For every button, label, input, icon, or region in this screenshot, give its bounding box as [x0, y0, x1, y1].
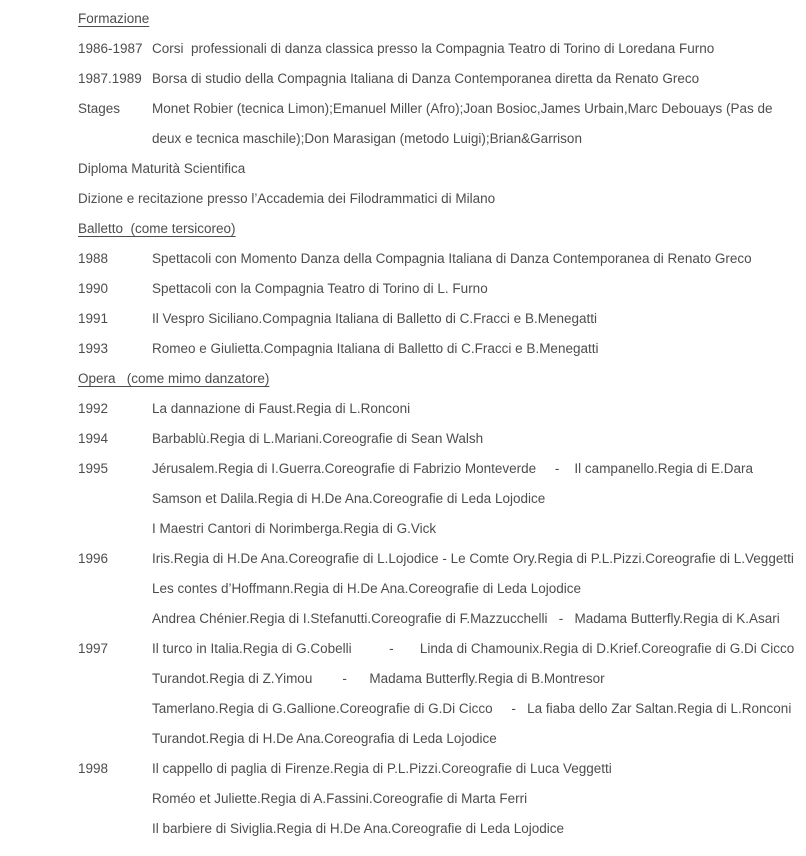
cv-text-line — [0, 184, 806, 214]
entry-text: Il cappello di paglia di Firenze.Regia di P.L.Pizzi.Coreografie di Luca Veggetti — [152, 761, 612, 776]
entry-text: Romeo e Giulietta.Compagnia Italiana di Balletto di C.Fracci e B.Menegatti — [152, 341, 599, 356]
entry-year: Stages — [78, 101, 121, 116]
section-heading-label: Balletto (come tersicoreo) — [78, 221, 236, 236]
cv-entry — [0, 394, 806, 424]
entry-text: Les contes d’Hoffmann.Regia di H.De Ana.Coreografie di Leda Lojodice — [152, 581, 582, 596]
section-heading-label: Formazione — [78, 11, 150, 26]
entry-text: Spettacoli con Momento Danza della Compagnia Italiana di Danza Contemporanea di Renato Greco — [152, 251, 752, 266]
entry-text: Il barbiere di Siviglia.Regia di H.De Ana.Coreografie di Leda Lojodice — [152, 821, 564, 836]
cv-entry — [0, 424, 806, 454]
entry-year: 1990 — [78, 281, 109, 296]
cv-entry-continuation — [0, 724, 806, 754]
entry-text: Jérusalem.Regia di I.Guerra.Coreografie di Fabrizio Monteverde - Il campanello.Regia di E.Dara — [152, 461, 754, 476]
entry-year: 1988 — [78, 251, 109, 266]
entry-year: 1991 — [78, 311, 109, 326]
cv-entry-continuation — [0, 784, 806, 814]
cv-entry — [0, 544, 806, 574]
cv-entry — [0, 454, 806, 484]
entry-text: Samson et Dalila.Regia di H.De Ana.Coreografie di Leda Lojodice — [152, 491, 546, 506]
entry-text: Corsi professionali di danza classica presso la Compagnia Teatro di Torino di Loredana Furno — [152, 41, 715, 56]
entry-text: Il turco in Italia.Regia di G.Cobelli - Linda di Chamounix.Regia di D.Krief.Coreografie di G.Di Cicco — [152, 641, 795, 656]
cv-entry — [0, 304, 806, 334]
entry-text: Iris.Regia di H.De Ana.Coreografie di L.Lojodice - Le Comte Ory.Regia di P.L.Pizzi.Coreografie di L.Veggetti — [152, 551, 794, 566]
cv-entry — [0, 34, 806, 64]
entry-text: Dizione e recitazione presso l’Accademia dei Filodrammatici di Milano — [78, 191, 496, 206]
entry-year: 1993 — [78, 341, 109, 356]
section-heading-balletto — [0, 214, 806, 244]
entry-text: Andrea Chénier.Regia di I.Stefanutti.Coreografie di F.Mazzucchelli - Madama Butterfly.Regia di K.Asari — [152, 611, 780, 626]
entry-text: Barbablù.Regia di L.Mariani.Coreografie di Sean Walsh — [152, 431, 484, 446]
cv-entry — [0, 94, 806, 124]
entry-text: Tamerlano.Regia di G.Gallione.Coreografie di G.Di Cicco - La fiaba dello Zar Saltan.Regia di L.Ronconi — [152, 701, 792, 716]
entry-year: 1994 — [78, 431, 109, 446]
cv-entry — [0, 634, 806, 664]
cv-entry — [0, 244, 806, 274]
entry-year: 1998 — [78, 761, 109, 776]
section-heading-opera — [0, 364, 806, 394]
cv-text-line — [0, 154, 806, 184]
cv-entry — [0, 274, 806, 304]
cv-entry-continuation — [0, 484, 806, 514]
entry-text: deux e tecnica maschile);Don Marasigan (metodo Luigi);Brian&Garrison — [152, 131, 582, 146]
entry-text: Diploma Maturità Scientifica — [78, 161, 246, 176]
entry-year: 1992 — [78, 401, 109, 416]
entry-text: Spettacoli con la Compagnia Teatro di Torino di L. Furno — [152, 281, 488, 296]
entry-year: 1986-1987 — [78, 41, 143, 56]
cv-entry-continuation — [0, 124, 806, 154]
entry-text: La dannazione di Faust.Regia di L.Ronconi — [152, 401, 411, 416]
section-heading-label: Opera (come mimo danzatore) — [78, 371, 270, 386]
cv-entry-continuation — [0, 514, 806, 544]
entry-text: Turandot.Regia di H.De Ana.Coreografia di Leda Lojodice — [152, 731, 497, 746]
cv-entry-continuation — [0, 664, 806, 694]
entry-year: 1996 — [78, 551, 109, 566]
entry-text: Borsa di studio della Compagnia Italiana di Danza Contemporanea diretta da Renato Greco — [152, 71, 700, 86]
cv-entry-continuation — [0, 574, 806, 604]
entry-year: 1987.1989 — [78, 71, 142, 86]
cv-entry — [0, 334, 806, 364]
section-heading-formazione — [0, 4, 806, 34]
cv-entry-continuation — [0, 814, 806, 844]
cv-entry-continuation — [0, 694, 806, 724]
entry-year: 1997 — [78, 641, 109, 656]
cv-entry — [0, 754, 806, 784]
entry-text: Roméo et Juliette.Regia di A.Fassini.Coreografie di Marta Ferri — [152, 791, 528, 806]
entry-text: Monet Robier (tecnica Limon);Emanuel Miller (Afro);Joan Bosioc,James Urbain,Marc Debouays (Pas de — [152, 101, 773, 116]
entry-text: Il Vespro Siciliano.Compagnia Italiana di Balletto di C.Fracci e B.Menegatti — [152, 311, 597, 326]
cv-entry-continuation — [0, 604, 806, 634]
cv-entry — [0, 64, 806, 94]
entry-text: Turandot.Regia di Z.Yimou - Madama Butterfly.Regia di B.Montresor — [152, 671, 605, 686]
entry-text: I Maestri Cantori di Norimberga.Regia di G.Vick — [152, 521, 437, 536]
entry-year: 1995 — [78, 461, 109, 476]
